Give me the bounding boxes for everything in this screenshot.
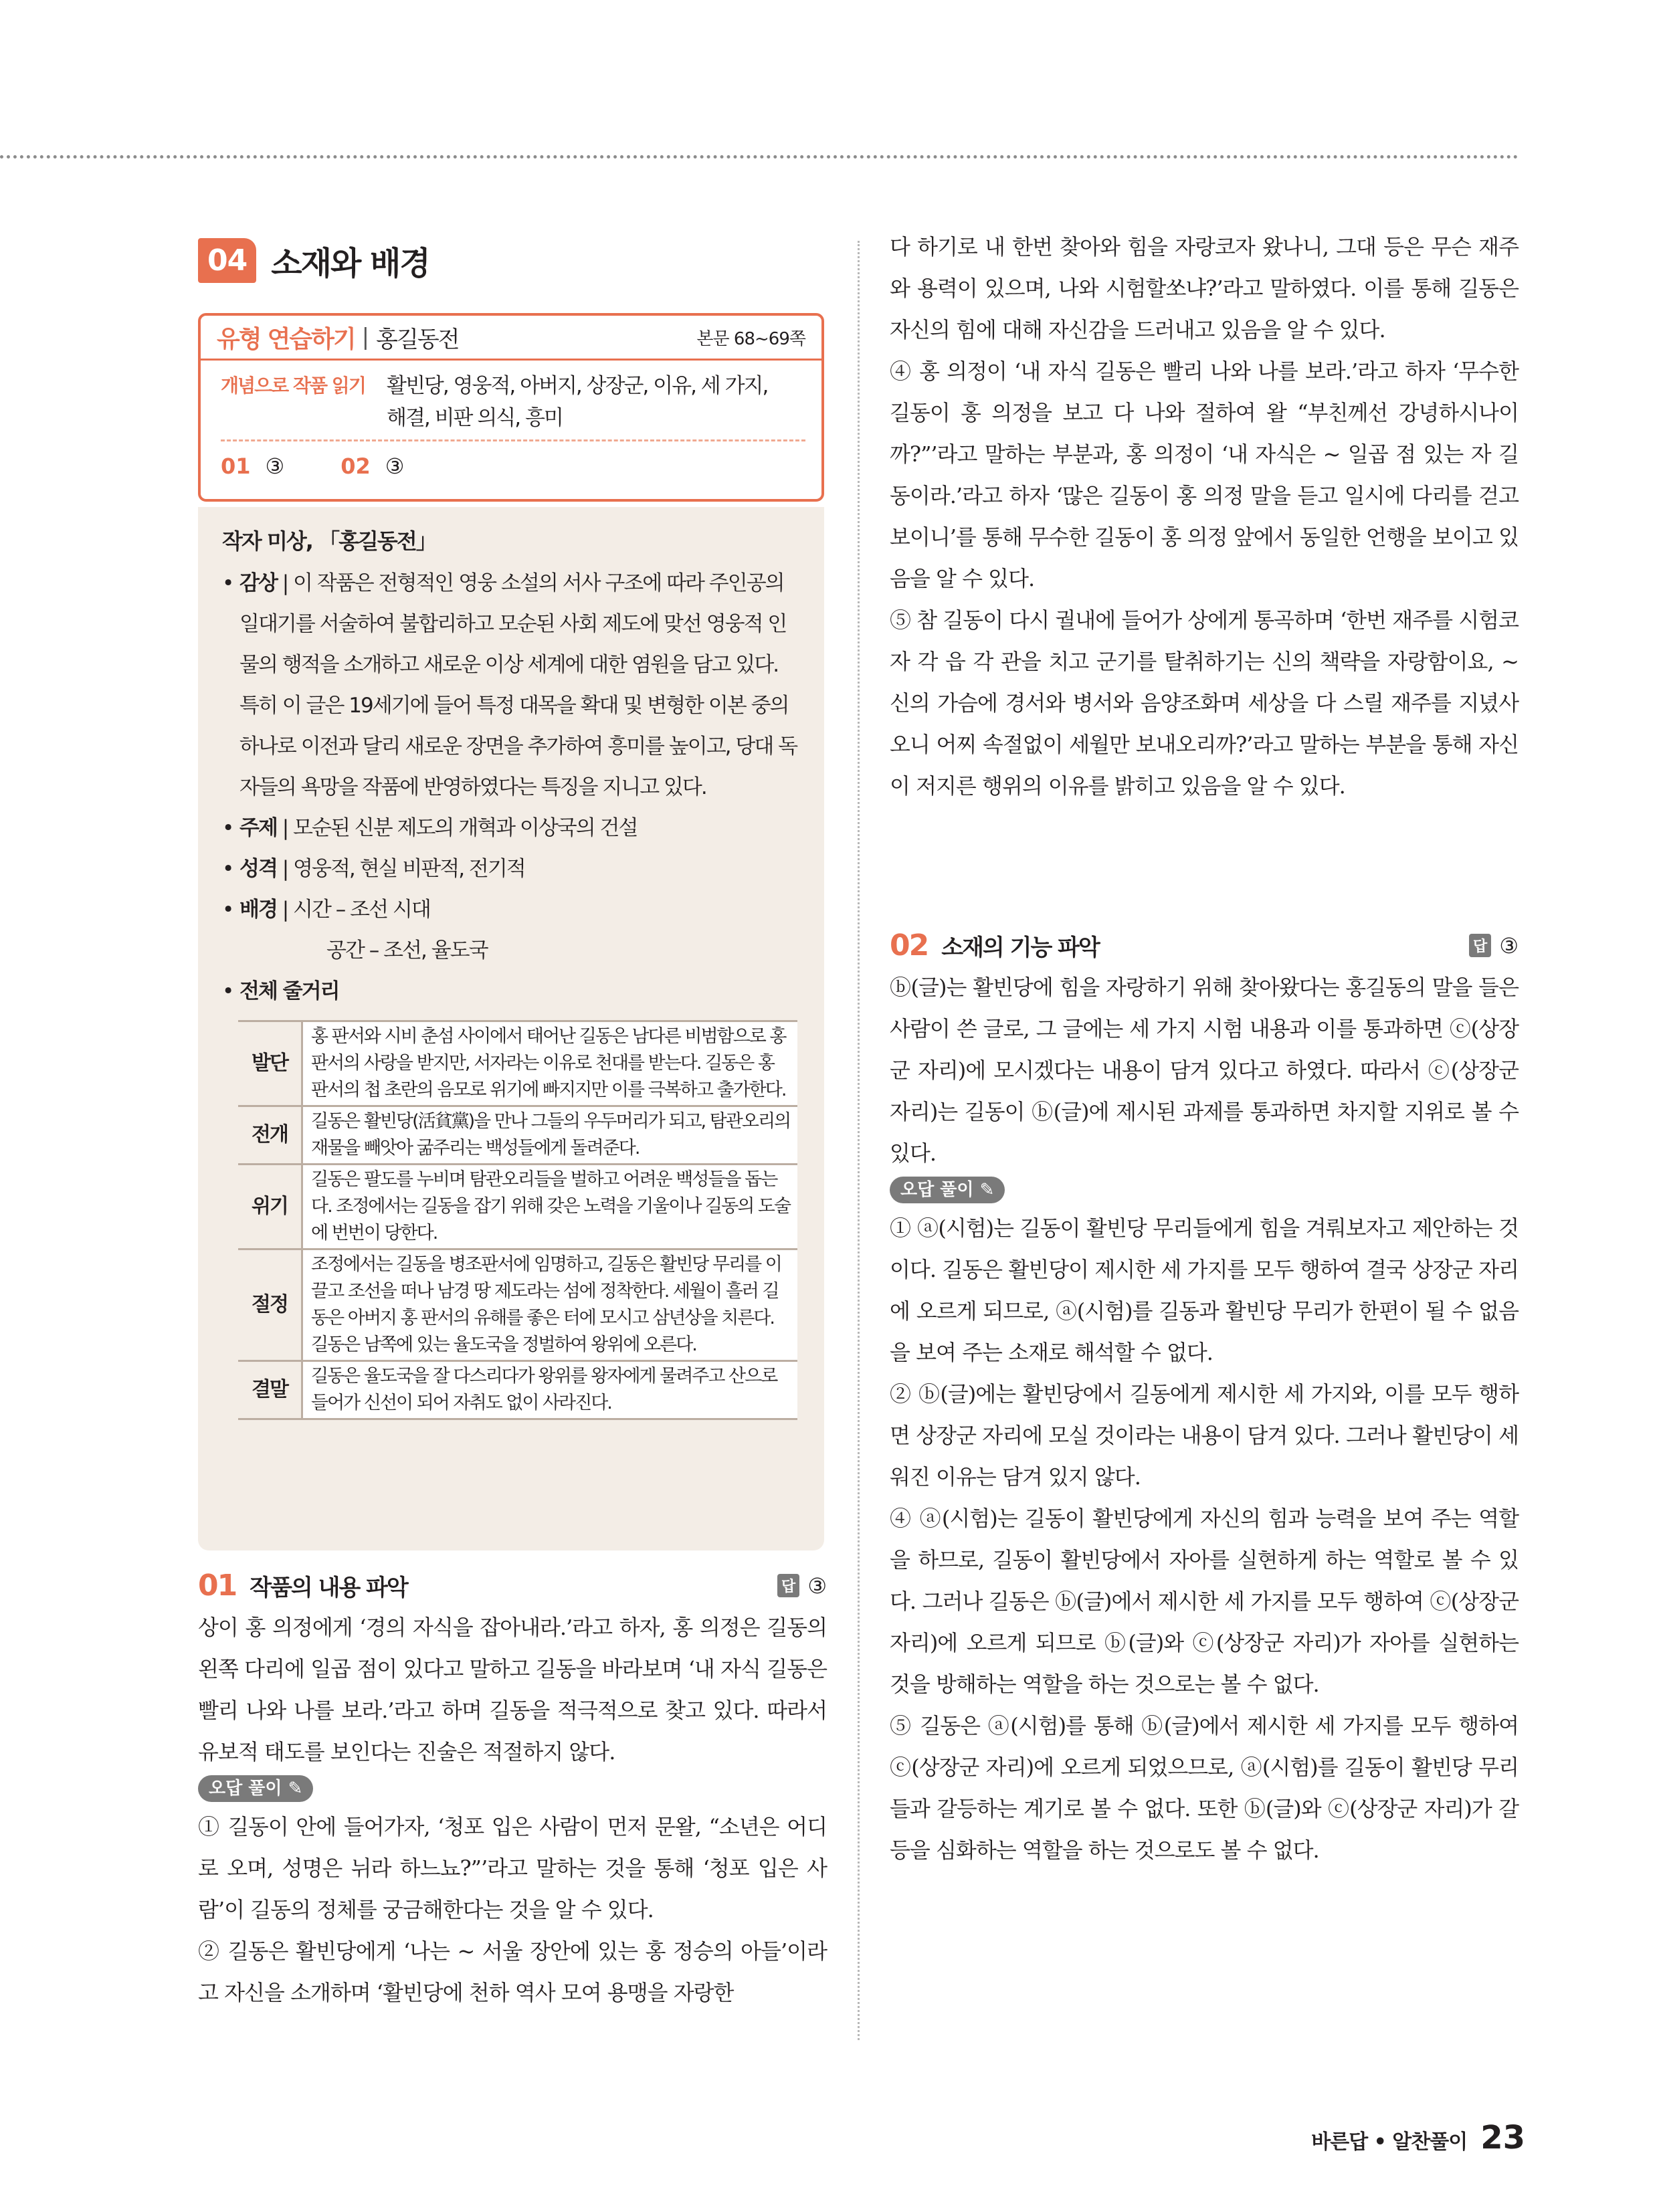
plot-key: 전체 줄거리 xyxy=(239,979,339,1003)
table-row xyxy=(238,1249,797,1361)
table-row xyxy=(238,1165,797,1249)
section-number: 04 xyxy=(198,238,256,283)
nature-key: 성격 xyxy=(239,857,277,881)
wrong-answer-text: ① ⓐ(시험)는 길동이 활빈당 무리들에게 힘을 겨뤄보자고 제안하는 것이다. 길동은 활빈당이 제시한 세 가지를 모두 행하여 결국 상장군 자리에 오르게 되므로, ⓐ(시험)를 길동과 활빈당 무리가 한편이 될 수 없음을 보여 주는 소재로 해석할 수 없다. ② ⓑ(글)에는 활빈당에서 길동에게 제시한 세 가지와, 이를 모두 행하면 상장군 자리에 모실 것이라는 내용이 담겨 있다. 그러나 활빈당이 세워진 이유는 담겨 있지 않다. ④ ⓐ(시험)는 길동이 활빈당에게 자신의 힘과 능력을 보여 주는 역할을 하므로, 길동이 활빈당에서 자아를 실현하게 하는 역할로 볼 수 있다. 그러나 길동은 ⓑ(글)에서 제시한 세 가지를 모두 행하여 ⓒ(상장군 자리)에 오르게 되므로 ⓑ(글)와 ⓒ(상장군 자리)가 자아를 실현하는 것을 방해하는 역할을 하는 것으로는 볼 수 없다. ⑤ 길동은 ⓐ(시험)를 통해 ⓑ(글)에서 제시한 세 가지를 모두 행하여 ⓒ(상장군 자리)에 오르게 되었으므로, ⓐ(시험)를 길동이 활빈당 무리들과 갈등하는 계기로 볼 수 없다. 또한 ⓑ(글)와 ⓒ(상장군 자리)가 갈등을 심화하는 역할을 하는 것으로도 볼 수 없다. xyxy=(890,1215,1519,1863)
question-number: 02 xyxy=(890,928,929,963)
question-header xyxy=(198,1569,827,1603)
table-row xyxy=(238,1361,797,1419)
nature-text: | 영웅적, 현실 비판적, 전기적 xyxy=(276,857,525,881)
wrong-answer-text: ① 길동이 안에 들어가자, ‘청포 입은 사람이 먼저 문왈, “소년은 어디로 오며, 성명은 뉘라 하느뇨?”’라고 말하는 것을 통해 ‘청포 입은 사람’이 길동의 정체를 궁금해한다는 것을 알 수 있다. ② 길동은 활빈당에게 ‘나는 ~ 서울 장안에 있는 홍 정승의 아들’이라고 자신을 소개하며 ‘활빈당에 천하 역사 모여 용맹을 자랑한 xyxy=(198,1814,827,2005)
concept-row xyxy=(201,361,821,434)
table-row xyxy=(238,1021,797,1106)
answer-row xyxy=(201,441,821,491)
plot-stage: 전개 xyxy=(238,1106,302,1165)
gamsang-item xyxy=(222,563,801,808)
right-top-text xyxy=(890,226,1519,807)
continued-text: 다 하기로 내 한번 찾아와 힘을 자랑코자 왔나니, 그대 등은 무슨 재주와 용력이 있으며, 나와 시험할쏘냐?’라고 말하였다. 이를 통해 길동은 자신의 힘에 대해 자신감을 드러내고 있음을 알 수 있다. ④ 홍 의정이 ‘내 자식 길동은 빨리 나와 나를 보라.’라고 하자 ‘무수한 길동이 홍 의정을 보고 다 나와 절하여 왈 “부친께선 강녕하시나이까?”’라고 말하는 부분과, 홍 의정이 ‘내 자식은 ~ 일곱 점 있는 자 길동이라.’라고 하자 ‘많은 길동이 홍 의정 말을 듣고 일시에 다리를 걷고 보이니’를 통해 무수한 길동이 홍 의정 앞에서 동일한 언행을 보이고 있음을 알 수 있다. ⑤ 참 길동이 다시 궐내에 들어가 상에게 통곡하며 ‘한번 재주를 시험코자 각 읍 각 관을 치고 군기를 탈취하기는 신의 책략을 자랑함이요, ~ 신의 가슴에 경서와 병서와 음양조화며 세상을 다 스릴 재주를 지녔사오니 어찌 속절없이 세월만 보내오리까?’라고 말하는 부분을 통해 자신이 저지른 행위의 이유를 밝히고 있음을 알 수 있다. xyxy=(890,234,1519,799)
gamsang-text: | 이 작품은 전형적인 영웅 소설의 서사 구조에 따라 주인공의 일대기를 서술하여 불합리하고 모순된 사회 제도에 맞선 영웅적 인물의 행적을 소개하고 새로운 이상 세계에 대한 염원을 담고 있다. 특히 이 글은 19세기에 들어 특정 대목을 확대 및 변형한 이본 중의 하나로 이전과 달리 새로운 장면을 추가하여 흥미를 높이고, 당대 독자들의 욕망을 작품에 반영하였다는 특징을 지니고 있다. xyxy=(239,571,797,799)
answer-indicator xyxy=(777,1573,827,1599)
theme-key: 주제 xyxy=(239,816,277,840)
theme-item xyxy=(222,808,801,849)
theme-text: | 모순된 신분 제도의 개혁과 이상국의 건설 xyxy=(276,816,638,840)
answer-badge: 답 xyxy=(1469,934,1491,957)
answer-badge: 답 xyxy=(777,1574,799,1597)
wrong-answer-badge: 오답 풀이 ✎ xyxy=(198,1775,313,1802)
plot-text: 길동은 율도국을 잘 다스리다가 왕위를 왕자에게 물려주고 산으로 들어가 신선이 되어 자취도 없이 사라진다. xyxy=(302,1361,798,1419)
gamsang-key: 감상 xyxy=(239,571,277,595)
answer-value: ③ xyxy=(1499,932,1519,959)
plot-item xyxy=(222,971,801,1012)
question-title: 작품의 내용 파악 xyxy=(250,1575,407,1601)
practice-bar: | xyxy=(361,324,370,350)
setting-key: 배경 xyxy=(239,898,277,922)
concept-text: 활빈당, 영웅적, 아버지, 상장군, 이유, 세 가지, 해결, 비판 의식, 흥미 xyxy=(387,374,768,430)
concept-label: 개념으로 작품 읽기 xyxy=(221,375,365,397)
footer-text: 바른답 • 알찬풀이 xyxy=(1311,2130,1468,2154)
plot-text: 조정에서는 길동을 병조판서에 임명하고, 길동은 활빈당 무리를 이끌고 조선을 떠나 남경 땅 제도라는 섬에 정착한다. 세월이 흘러 길동은 아버지 홍 판서의 유해를 좋은 터에 모시고 삼년상을 치른다. 길동은 남쪽에 있는 율도국을 정벌하여 왕위에 오른다. xyxy=(302,1249,798,1361)
plot-table xyxy=(238,1020,797,1420)
top-dotted-rule xyxy=(0,155,1519,159)
practice-header xyxy=(201,316,821,361)
nature-item xyxy=(222,849,801,890)
answer-indicator xyxy=(1469,933,1519,959)
answer-value: ③ xyxy=(265,454,285,479)
setting-place: 공간 – 조선, 율도국 xyxy=(326,938,488,963)
plot-text: 홍 판서와 시비 춘섬 사이에서 태어난 길동은 남다른 비범함으로 홍 판서의 사랑을 받지만, 서자라는 이유로 천대를 받는다. 길동은 홍 판서의 첩 초란의 음모로 위기에 빠지지만 이를 극복하고 출가한다. xyxy=(302,1021,798,1106)
practice-work: 홍길동전 xyxy=(376,326,459,353)
plot-stage: 절정 xyxy=(238,1249,302,1361)
work-title: 작자 미상, 「홍길동전」 xyxy=(222,528,436,554)
section-header xyxy=(198,237,429,284)
wrong-answer-badge: 오답 풀이 ✎ xyxy=(890,1177,1005,1203)
explanation-text: ⓑ(글)는 활빈당에 힘을 자랑하기 위해 찾아왔다는 홍길동의 말을 들은 사람이 쓴 글로, 그 글에는 세 가지 시험 내용과 이를 통과하면 ⓒ(상장군 자리)에 모시겠다는 내용이 담겨 있다고 하였다. 따라서 ⓒ(상장군 자리)는 길동이 ⓑ(글)에 제시된 과제를 통과하면 차지할 지위로 볼 수 있다. xyxy=(890,975,1519,1166)
question-header xyxy=(890,928,1519,963)
question-title: 소재의 기능 파악 xyxy=(941,934,1099,961)
question-number: 01 xyxy=(198,1569,237,1603)
plot-text: 길동은 활빈당(活貧黨)을 만나 그들의 우두머리가 되고, 탐관오리의 재물을 빼앗아 굶주리는 백성들에게 돌려준다. xyxy=(302,1106,798,1165)
work-info-panel xyxy=(198,507,824,1550)
practice-label-a: 유형 xyxy=(217,325,261,353)
section-title: 소재와 배경 xyxy=(271,245,429,282)
answer-value: ③ xyxy=(385,454,405,479)
practice-box xyxy=(198,313,824,502)
table-row xyxy=(238,1106,797,1165)
plot-stage: 발단 xyxy=(238,1021,302,1106)
column-divider xyxy=(858,241,860,2040)
plot-stage: 결말 xyxy=(238,1361,302,1419)
practice-pages: 본문 68~69쪽 xyxy=(696,328,805,349)
explanation-text: 상이 홍 의정에게 ‘경의 자식을 잡아내라.’라고 하자, 홍 의정은 길동의 왼쪽 다리에 일곱 점이 있다고 말하고 길동을 바라보며 ‘내 자식 길동은 빨리 나와 나를 보라.’라고 하며 길동을 적극적으로 찾고 있다. 따라서 유보적 태도를 보인다는 진술은 적절하지 않다. xyxy=(198,1615,827,1765)
plot-stage: 위기 xyxy=(238,1165,302,1249)
answer-value: ③ xyxy=(807,1573,827,1599)
page-number: 23 xyxy=(1480,2119,1525,2156)
answer-num: 01 xyxy=(221,454,251,479)
answer-num: 02 xyxy=(340,454,371,479)
question-01 xyxy=(198,1569,827,2013)
setting-time: | 시간 – 조선 시대 xyxy=(276,898,430,922)
page-footer xyxy=(1311,2119,1525,2156)
practice-label-b: 연습하기 xyxy=(267,325,355,353)
plot-text: 길동은 팔도를 누비며 탐관오리들을 벌하고 어려운 백성들을 돕는다. 조정에서는 길동을 잡기 위해 갖은 노력을 기울이나 길동의 도술에 번번이 당한다. xyxy=(302,1165,798,1249)
question-02 xyxy=(890,928,1519,1871)
setting-item xyxy=(222,890,801,930)
